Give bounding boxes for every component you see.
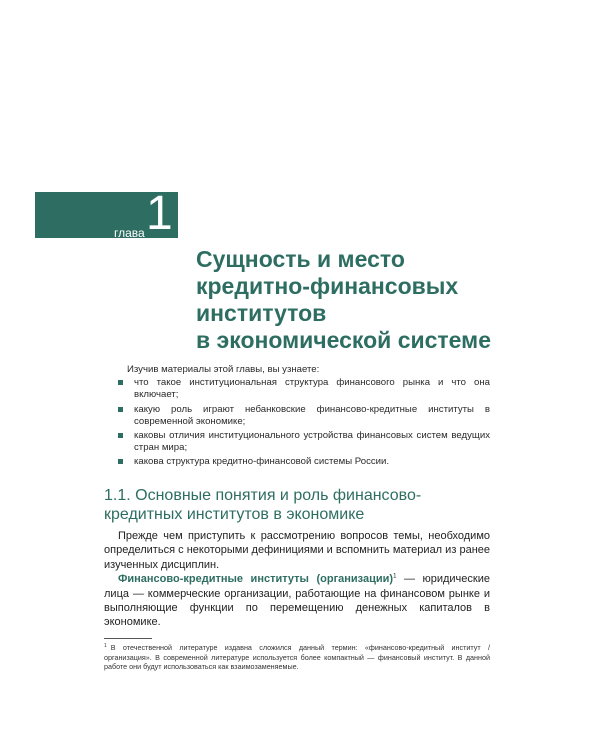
paragraph: Прежде чем приступить к рассмотрению вопросов темы, необходимо определиться с некоторыми дефинициями и вспомнить материал из ранее изученных дисциплин.	[104, 530, 490, 571]
chapter-title	[196, 246, 556, 354]
square-bullet-icon	[118, 407, 123, 412]
chapter-title-line: в экономической системе	[196, 327, 491, 353]
objectives-list	[118, 377, 490, 468]
section-heading-line: 1.1. Основные понятия и роль финансово-	[104, 487, 422, 504]
section-body	[104, 529, 490, 630]
objectives-intro: Изучив материалы этой главы, вы узнаете:	[127, 364, 320, 375]
list-item	[118, 456, 490, 468]
chapter-title-line: Сущность и место	[196, 246, 405, 272]
section-heading	[104, 486, 504, 524]
footnote-text: В отечественной литературе издавна сложился данный термин: «финансово-кредитный институт / организация». В современной литературе используется более компактный — финансовый институт. В данной работе они будут использоваться как взаимозаменяемые.	[104, 643, 490, 672]
list-item-text: что такое институциональная структура финансового рынка и что она включает;	[134, 377, 490, 401]
chapter-title-line: кредитно-финансовых	[196, 273, 459, 299]
list-item-text: какова структура кредитно-финансовой системы России.	[134, 456, 390, 468]
list-item	[118, 430, 490, 454]
chapter-label: глава	[114, 226, 145, 240]
square-bullet-icon	[118, 380, 123, 385]
paragraph	[104, 572, 490, 630]
chapter-number: 1	[146, 187, 173, 240]
footnote	[104, 643, 490, 672]
list-item	[118, 377, 490, 401]
chapter-title-line: институтов	[196, 300, 327, 326]
chapter-objectives	[118, 364, 490, 471]
list-item	[118, 404, 490, 428]
defined-term: Финансово-кредитные институты (организации)	[118, 573, 394, 586]
list-item-text: какую роль играют небанковские финансово-кредитные институты в современной экономике;	[134, 403, 490, 427]
square-bullet-icon	[118, 433, 123, 438]
section-heading-line: кредитных институтов в экономике	[104, 506, 365, 523]
square-bullet-icon	[118, 459, 123, 464]
footnote-reference[interactable]: 1	[393, 573, 397, 580]
footnote-divider	[104, 638, 152, 639]
paragraph-text: — юридические лица — коммерческие организации, работающие на финансовом рынке и выполняющие функции по перемещению денежных капиталов в экономике.	[104, 573, 490, 629]
footnote-mark: 1	[104, 642, 107, 649]
list-item-text: каковы отличия институционального устройства финансовых систем ведущих стран мира;	[134, 430, 490, 454]
